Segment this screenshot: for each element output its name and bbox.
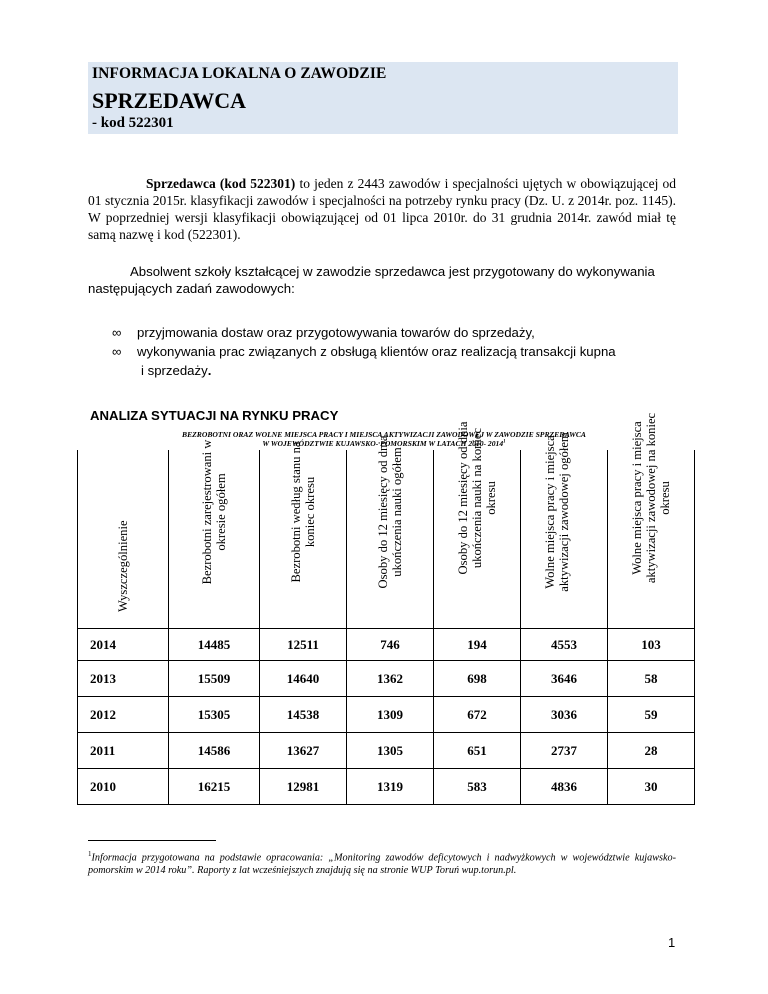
task-list xyxy=(112,323,672,380)
header-text: Bezrobotni według stanu na koniec okresu xyxy=(289,441,317,583)
section-title: ANALIZA SYTUACJI NA RYNKU PRACY xyxy=(90,408,339,423)
table-cell: 12981 xyxy=(260,769,347,805)
table-row xyxy=(78,733,695,769)
column-header xyxy=(347,435,434,629)
infinity-bullet-icon: ∞ xyxy=(112,325,122,340)
table-cell: 3646 xyxy=(521,661,608,697)
table-cell: 13627 xyxy=(260,733,347,769)
table-row xyxy=(78,769,695,805)
profession-code: - kod 522301 xyxy=(92,115,174,131)
year-cell: 2013 xyxy=(78,661,169,697)
footnote-text: Informacja przygotowana na podstawie opracowania: „Monitoring zawodów deficytowych i nadwyżkowych w województwie kujawsko-pomorskim w 2014 roku”. Raporty z lat wcześniejszych znajdują się na stronie WUP Toruń wup.torun.pl. xyxy=(88,852,676,877)
column-header xyxy=(260,441,347,629)
table-cell: 2737 xyxy=(521,733,608,769)
list-item-end: . xyxy=(207,363,212,378)
table-cell: 59 xyxy=(608,697,695,733)
intro-lead: Sprzedawca (kod 522301) xyxy=(146,176,296,191)
table-cell: 1309 xyxy=(347,697,434,733)
table-row xyxy=(78,661,695,697)
table-cell: 651 xyxy=(434,733,521,769)
table-cell: 58 xyxy=(608,661,695,697)
column-header xyxy=(608,412,695,629)
table-cell: 672 xyxy=(434,697,521,733)
year-cell: 2011 xyxy=(78,733,169,769)
table-cell: 12511 xyxy=(260,629,347,661)
table-cell: 746 xyxy=(347,629,434,661)
year-cell: 2010 xyxy=(78,769,169,805)
column-header xyxy=(434,421,521,629)
header-text: Wyszczególnienie xyxy=(116,520,130,612)
list-item-text: wykonywania prac związanych z obsługą klientów oraz realizacją transakcji kupna xyxy=(137,344,616,359)
table-cell: 1305 xyxy=(347,733,434,769)
table-cell: 1362 xyxy=(347,661,434,697)
table-row xyxy=(78,629,695,661)
table-cell: 30 xyxy=(608,769,695,805)
profession-title: SPRZEDAWCA xyxy=(92,88,247,113)
column-header xyxy=(169,439,260,629)
graduate-paragraph xyxy=(88,263,676,297)
header-text: Osoby do 12 miesięcy od dnia ukończenia nauki ogółem xyxy=(376,435,404,589)
infinity-bullet-icon: ∞ xyxy=(112,344,122,359)
graduate-text: Absolwent szkoły kształcącej w zawodzie sprzedawca jest przygotowany do wykonywania następujących zadań zawodowych: xyxy=(88,264,655,296)
footnote xyxy=(88,848,676,877)
table-cell: 14538 xyxy=(260,697,347,733)
header-text: Wolne miejsca pracy i miejsca aktywizacji zawodowej na koniec okresu xyxy=(630,412,672,584)
table-cell: 15305 xyxy=(169,697,260,733)
footnote-divider xyxy=(88,840,216,841)
table-cell: 3036 xyxy=(521,697,608,733)
table-cell: 14586 xyxy=(169,733,260,769)
list-item-text-cont: i sprzedaży xyxy=(141,363,208,378)
page-number: 1 xyxy=(668,935,676,950)
header-text: Bezrobotni zarejestrowani w okresie ogółem xyxy=(200,439,228,585)
table-header-row xyxy=(78,450,695,629)
table-cell: 14485 xyxy=(169,629,260,661)
table-cell: 698 xyxy=(434,661,521,697)
table-cell: 4836 xyxy=(521,769,608,805)
table-cell: 4553 xyxy=(521,629,608,661)
table-cell: 1319 xyxy=(347,769,434,805)
table-cell: 14640 xyxy=(260,661,347,697)
list-item xyxy=(112,342,672,380)
header-text: Wolne miejsca pracy i miejsca aktywizacji zawodowej ogółem xyxy=(543,432,571,592)
header-text: Osoby do 12 miesięcy od dnia ukończenia nauki na koniec okresu xyxy=(456,421,498,575)
document-title: INFORMACJA LOKALNA O ZAWODZIE xyxy=(92,65,387,82)
list-item-text: przyjmowania dostaw oraz przygotowywania towarów do sprzedaży, xyxy=(137,325,535,340)
intro-paragraph xyxy=(88,175,676,243)
intro-text: to jeden z 2443 zawodów i specjalności ujętych w obowiązującej od 01 stycznia 2015r. klasyfikacji zawodów i specjalności na potrzeby rynku pracy (Dz. U. z 2014r. poz. 1145). W poprzedniej wersji klasyfikacji obowiązującej od 01 lipca 2010r. do 31 grudnia 2014r. zawód miał tę samą nazwę i kod (522301). xyxy=(88,176,677,242)
year-cell: 2014 xyxy=(78,629,169,661)
table-caption: BEZROBOTNI ORAZ WOLNE MIEJSCA PRACY I MIEJSCA AKTYWIZACJI ZAWODOWEJ W ZAWODZIE SPRZEDAWCA xyxy=(182,430,586,439)
column-header xyxy=(78,450,169,629)
table-cell: 16215 xyxy=(169,769,260,805)
year-cell: 2012 xyxy=(78,697,169,733)
table-caption-text: W WOJEWÓDZTWIE KUJAWSKO- POMORSKIM W LATACH 2010- 2014 xyxy=(262,439,504,448)
table-cell: 194 xyxy=(434,629,521,661)
column-header xyxy=(521,432,608,629)
footnote-number: 1 xyxy=(88,850,92,858)
caption-footnote-ref: 1 xyxy=(503,439,506,445)
list-item xyxy=(112,323,672,342)
table-row xyxy=(78,697,695,733)
table-cell: 583 xyxy=(434,769,521,805)
table-cell: 15509 xyxy=(169,661,260,697)
table-cell: 103 xyxy=(608,629,695,661)
table-cell: 28 xyxy=(608,733,695,769)
